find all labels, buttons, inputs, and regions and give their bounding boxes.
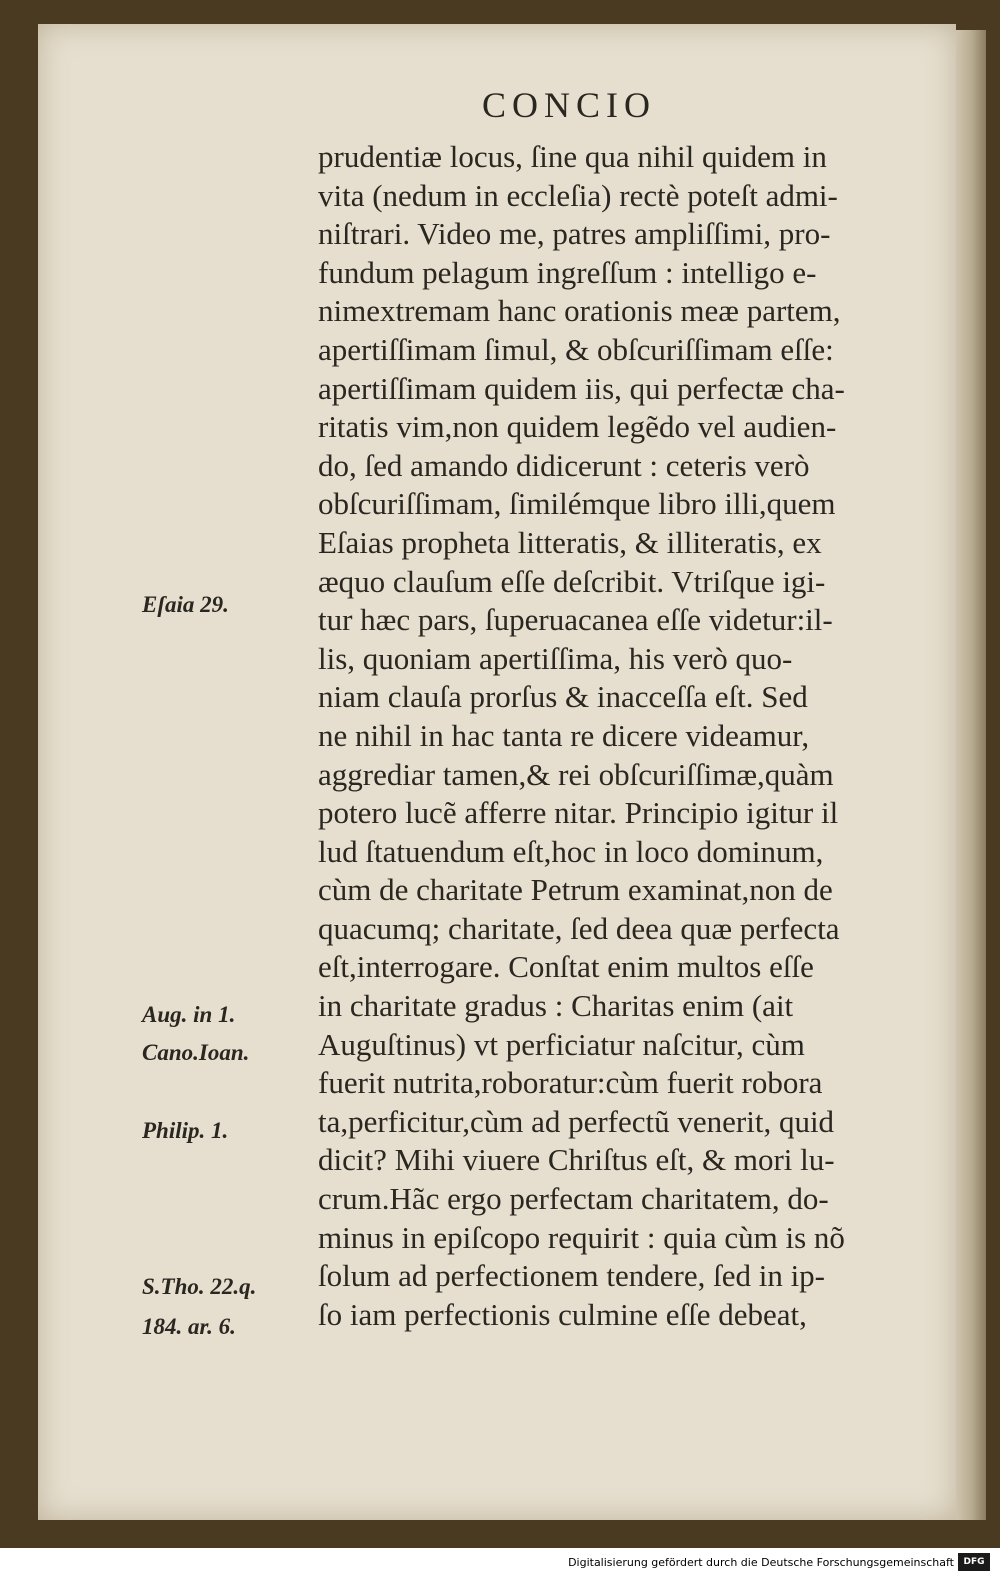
text-line: Eſaias propheta litteratis, & illiteratis, ex xyxy=(318,524,822,560)
text-line: in charitate gradus : Charitas enim (ait xyxy=(318,988,794,1024)
text-line: potero lucẽ afferre nitar. Principio igitur il xyxy=(318,795,839,831)
text-line: crum.Hãc ergo perfectam charitatem, do- xyxy=(318,1181,829,1217)
footer-credit: Digitalisierung gefördert durch die Deutsche Forschungsgemeinschaft xyxy=(568,1556,954,1569)
text-line: Auguſtinus) vt perficiatur naſcitur, cùm xyxy=(318,1026,805,1062)
margin-note-aug: Aug. in 1. xyxy=(142,1002,236,1027)
text-line: apertiſſimam ſimul, & obſcuriſſimam eſſe: xyxy=(318,331,834,367)
text-line: cùm de charitate Petrum examinat,non de xyxy=(318,872,833,908)
margin-note-article: 184. ar. 6. xyxy=(142,1314,236,1339)
margin-note-esaia: Eſaia 29. xyxy=(142,592,229,617)
text-line: lis, quoniam apertiſſima, his verò quo- xyxy=(318,640,793,676)
text-line: dicit? Mihi viuere Chriſtus eſt, & mori lu- xyxy=(318,1142,835,1178)
text-line: ne nihil in hac tanta re dicere videamur, xyxy=(318,717,810,753)
text-line: vita (nedum in eccleſia) rectè poteſt admi- xyxy=(318,177,838,213)
page-edge xyxy=(956,30,986,1520)
text-line: ritatis vim,non quidem legẽdo vel audien- xyxy=(318,409,837,445)
text-line: fuerit nutrita,roboratur:cùm fuerit robora xyxy=(318,1065,823,1101)
text-line: niam clauſa prorſus & inacceſſa eſt. Sed xyxy=(318,679,808,715)
text-line: niſtrari. Video me, patres ampliſſimi, pro- xyxy=(318,216,831,252)
body-text xyxy=(318,138,922,1334)
dfg-logo-icon: DFG xyxy=(958,1553,990,1571)
text-line: prudentiæ locus, ſine qua nihil quidem in xyxy=(318,139,827,174)
margin-note-cano: Cano.Ioan. xyxy=(142,1040,250,1065)
text-line: aggrediar tamen,& rei obſcuriſſimæ,quàm xyxy=(318,756,834,792)
text-line: eſt,interrogare. Conſtat enim multos eſſe xyxy=(318,949,814,985)
page-header: CONCIO xyxy=(482,85,657,125)
text-line: quacumq; charitate, ſed deea quæ perfecta xyxy=(318,910,840,946)
margin-note-thomas: S.Tho. 22.q. xyxy=(142,1274,257,1299)
text-line: ta,perficitur,cùm ad perfectũ venerit, quid xyxy=(318,1103,835,1139)
text-line: obſcuriſſimam, ſimilémque libro illi,quem xyxy=(318,486,836,522)
text-line: tur hæc pars, ſuperuacanea eſſe videtur:il- xyxy=(318,602,833,638)
margin-note-philip: Philip. 1. xyxy=(142,1118,229,1143)
text-line: æquo clauſum eſſe deſcribit. Vtriſque igi- xyxy=(318,563,826,599)
text-line: do, ſed amando didicerunt : ceteris verò xyxy=(318,447,810,483)
text-line: nimextremam hanc orationis meæ partem, xyxy=(318,293,841,329)
text-line: ſo iam perfectionis culmine eſſe debeat, xyxy=(318,1296,807,1332)
text-line: fundum pelagum ingreſſum : intelligo e- xyxy=(318,254,817,290)
text-line: lud ſtatuendum eſt,hoc in loco dominum, xyxy=(318,833,824,869)
text-line: minus in epiſcopo requirit : quia cùm is nõ xyxy=(318,1219,845,1255)
text-line: apertiſſimam quidem iis, qui perfectæ cha- xyxy=(318,370,845,406)
text-line: ſolum ad perfectionem tendere, ſed in ip- xyxy=(318,1258,826,1294)
